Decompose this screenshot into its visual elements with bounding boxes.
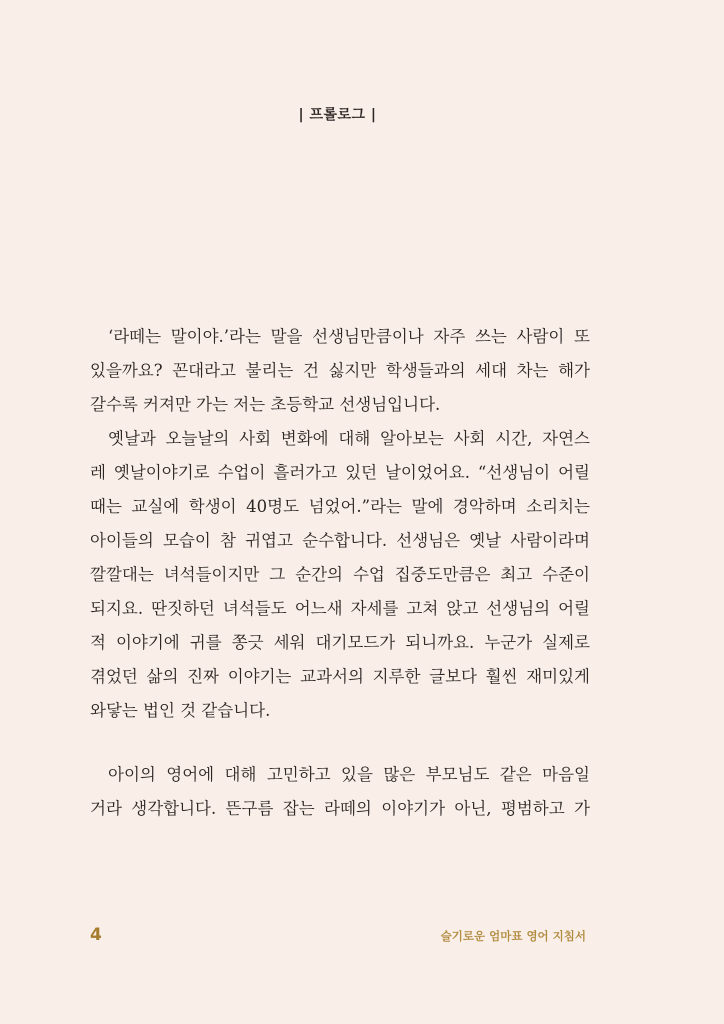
paragraph-3 bbox=[90, 758, 590, 826]
text-line: 와닿는 법인 것 같습니다. bbox=[90, 701, 271, 720]
text-line: 때는 교실에 학생이 40명도 넘었어.”라는 말에 경악하며 소리치는 bbox=[90, 497, 590, 516]
text-line: 깔깔대는 녀석들이지만 그 순간의 수업 집중도만큼은 최고 수준이 bbox=[90, 565, 590, 584]
text-line: 갈수록 커져만 가는 저는 초등학교 선생님입니다. bbox=[90, 395, 441, 414]
section-title: | 프롤로그 | bbox=[298, 107, 377, 123]
text-line: 옛날과 오늘날의 사회 변화에 대해 알아보는 사회 시간, 자연스 bbox=[108, 429, 590, 448]
text-line: 아이들의 모습이 참 귀엽고 순수합니다. 선생님은 옛날 사람이라며 bbox=[90, 531, 590, 550]
text-line: 있을까요? 꼰대라고 불리는 건 싫지만 학생들과의 세대 차는 해가 bbox=[90, 361, 590, 380]
paragraph-1 bbox=[90, 320, 590, 422]
text-line: 아이의 영어에 대해 고민하고 있을 많은 부모님도 같은 마음일 bbox=[108, 765, 590, 784]
body-text bbox=[90, 320, 590, 826]
page-number: 4 bbox=[90, 925, 102, 945]
text-line: ‘라떼는 말이야.’라는 말을 선생님만큼이나 자주 쓰는 사람이 또 bbox=[108, 327, 590, 346]
paragraph-gap bbox=[90, 728, 590, 758]
text-line: 겪었던 삶의 진짜 이야기는 교과서의 지루한 글보다 훨씬 재미있게 bbox=[90, 667, 590, 686]
text-line: 레 옛날이야기로 수업이 흘러가고 있던 날이었어요. “선생님이 어릴 bbox=[90, 463, 590, 482]
text-line: 적 이야기에 귀를 쫑긋 세워 대기모드가 되니까요. 누군가 실제로 bbox=[90, 633, 590, 652]
text-line: 거라 생각합니다. 뜬구름 잡는 라떼의 이야기가 아닌, 평범하고 가 bbox=[90, 799, 590, 818]
text-line: 되지요. 딴짓하던 녀석들도 어느새 자세를 고쳐 앉고 선생님의 어릴 bbox=[90, 599, 590, 618]
paragraph-2 bbox=[90, 422, 590, 728]
book-title: 슬기로운 엄마표 영어 지침서 bbox=[440, 929, 586, 943]
